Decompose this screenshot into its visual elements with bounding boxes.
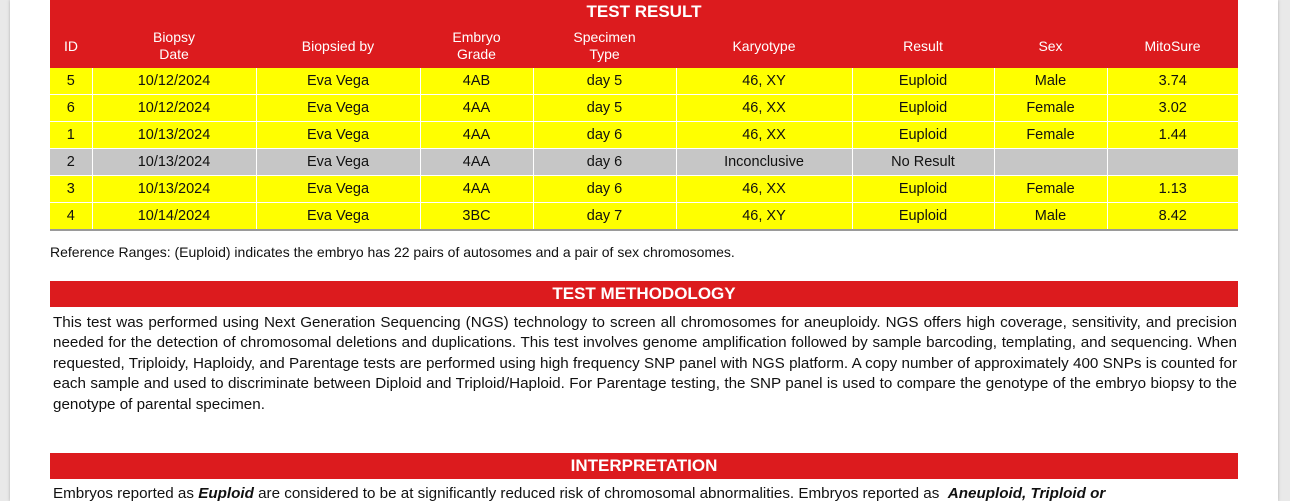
- cell-sex: Male: [994, 203, 1107, 231]
- interpretation-text: [53, 484, 1243, 501]
- cell-embryo-grade: 4AA: [420, 122, 533, 149]
- table-row: [50, 122, 1238, 149]
- aneuploid-term: Aneuploid, Triploid or: [947, 485, 1106, 501]
- report-page: [10, 0, 1278, 501]
- cell-mitosure: [1107, 149, 1238, 176]
- cell-id: 2: [50, 149, 92, 176]
- cell-sex: Male: [994, 68, 1107, 95]
- cell-embryo-grade: 4AA: [420, 149, 533, 176]
- cell-result: Euploid: [852, 203, 994, 231]
- cell-specimen-type: day 6: [533, 122, 676, 149]
- column-header: ID: [50, 24, 92, 68]
- cell-biopsied-by: Eva Vega: [256, 203, 420, 231]
- cell-karyotype: 46, XX: [676, 95, 852, 122]
- cell-mitosure: 1.13: [1107, 176, 1238, 203]
- cell-specimen-type: day 7: [533, 203, 676, 231]
- cell-biopsied-by: Eva Vega: [256, 149, 420, 176]
- cell-result: Euploid: [852, 68, 994, 95]
- cell-specimen-type: day 5: [533, 68, 676, 95]
- cell-biopsied-by: Eva Vega: [256, 176, 420, 203]
- column-header: Karyotype: [676, 24, 852, 68]
- table-header-row: [50, 24, 1238, 68]
- methodology-text: This test was performed using Next Generation Sequencing (NGS) technology to screen all chromosomes for aneuploidy. NGS offers high coverage, sensitivity, and precision needed for the detection of chromosomal deletions and duplications. This test involves genome amplification followed by sample barcoding, templating, and sequencing. When requested, Triploidy, Haploidy, and Parentage tests are performed using high frequency SNP panel with NGS platform. A copy number of approximately 400 SNPs is counted for each sample and used to discriminate between Diploid and Triploid/Haploid. For Parentage testing, the SNP panel is used to compare the genotype of the embryo biopsy to the genotype of parental specimen.: [53, 314, 1237, 413]
- cell-id: 4: [50, 203, 92, 231]
- cell-embryo-grade: 4AA: [420, 95, 533, 122]
- cell-biopsy-date: 10/12/2024: [92, 95, 256, 122]
- cell-biopsy-date: 10/13/2024: [92, 176, 256, 203]
- cell-embryo-grade: 4AA: [420, 176, 533, 203]
- cell-sex: [994, 149, 1107, 176]
- cell-biopsy-date: 10/13/2024: [92, 122, 256, 149]
- cell-karyotype: 46, XY: [676, 68, 852, 95]
- column-header: Sex: [994, 24, 1107, 68]
- cell-mitosure: 1.44: [1107, 122, 1238, 149]
- cell-result: Euploid: [852, 176, 994, 203]
- cell-biopsied-by: Eva Vega: [256, 122, 420, 149]
- table-row: [50, 95, 1238, 122]
- cell-id: 1: [50, 122, 92, 149]
- cell-specimen-type: day 6: [533, 149, 676, 176]
- cell-result: No Result: [852, 149, 994, 176]
- column-header: Specimen Type: [533, 24, 676, 68]
- methodology-heading: TEST METHODOLOGY: [50, 281, 1238, 307]
- cell-specimen-type: day 5: [533, 95, 676, 122]
- cell-mitosure: 8.42: [1107, 203, 1238, 231]
- table-row: [50, 68, 1238, 95]
- cell-result: Euploid: [852, 95, 994, 122]
- reference-ranges-note: Reference Ranges: (Euploid) indicates the embryo has 22 pairs of autosomes and a pair of sex chromosomes.: [50, 244, 735, 260]
- table-row: [50, 149, 1238, 176]
- test-result-title: TEST RESULT: [50, 0, 1238, 24]
- cell-karyotype: 46, XX: [676, 122, 852, 149]
- cell-sex: Female: [994, 122, 1107, 149]
- cell-sex: Female: [994, 176, 1107, 203]
- cell-biopsied-by: Eva Vega: [256, 68, 420, 95]
- cell-id: 6: [50, 95, 92, 122]
- cell-id: 3: [50, 176, 92, 203]
- cell-karyotype: 46, XY: [676, 203, 852, 231]
- cell-sex: Female: [994, 95, 1107, 122]
- table-body: [50, 68, 1238, 230]
- column-header: Embryo Grade: [420, 24, 533, 68]
- interpretation-text-middle: are considered to be at significantly reduced risk of chromosomal abnormalities. Embryos reported as: [253, 485, 944, 501]
- cell-embryo-grade: 4AB: [420, 68, 533, 95]
- cell-karyotype: Inconclusive: [676, 149, 852, 176]
- interpretation-text-before: Embryos reported as: [53, 485, 199, 501]
- cell-specimen-type: day 6: [533, 176, 676, 203]
- cell-biopsy-date: 10/12/2024: [92, 68, 256, 95]
- cell-biopsied-by: Eva Vega: [256, 95, 420, 122]
- table-row: [50, 176, 1238, 203]
- cell-biopsy-date: 10/14/2024: [92, 203, 256, 231]
- cell-id: 5: [50, 68, 92, 95]
- cell-result: Euploid: [852, 122, 994, 149]
- column-header: Biopsied by: [256, 24, 420, 68]
- column-header: Biopsy Date: [92, 24, 256, 68]
- column-header: MitoSure: [1107, 24, 1238, 68]
- euploid-term: Euploid: [198, 485, 254, 501]
- column-header: Result: [852, 24, 994, 68]
- cell-biopsy-date: 10/13/2024: [92, 149, 256, 176]
- cell-mitosure: 3.74: [1107, 68, 1238, 95]
- cell-mitosure: 3.02: [1107, 95, 1238, 122]
- test-result-table: [50, 0, 1238, 231]
- cell-karyotype: 46, XX: [676, 176, 852, 203]
- table-row: [50, 203, 1238, 231]
- cell-embryo-grade: 3BC: [420, 203, 533, 231]
- interpretation-heading: INTERPRETATION: [50, 453, 1238, 479]
